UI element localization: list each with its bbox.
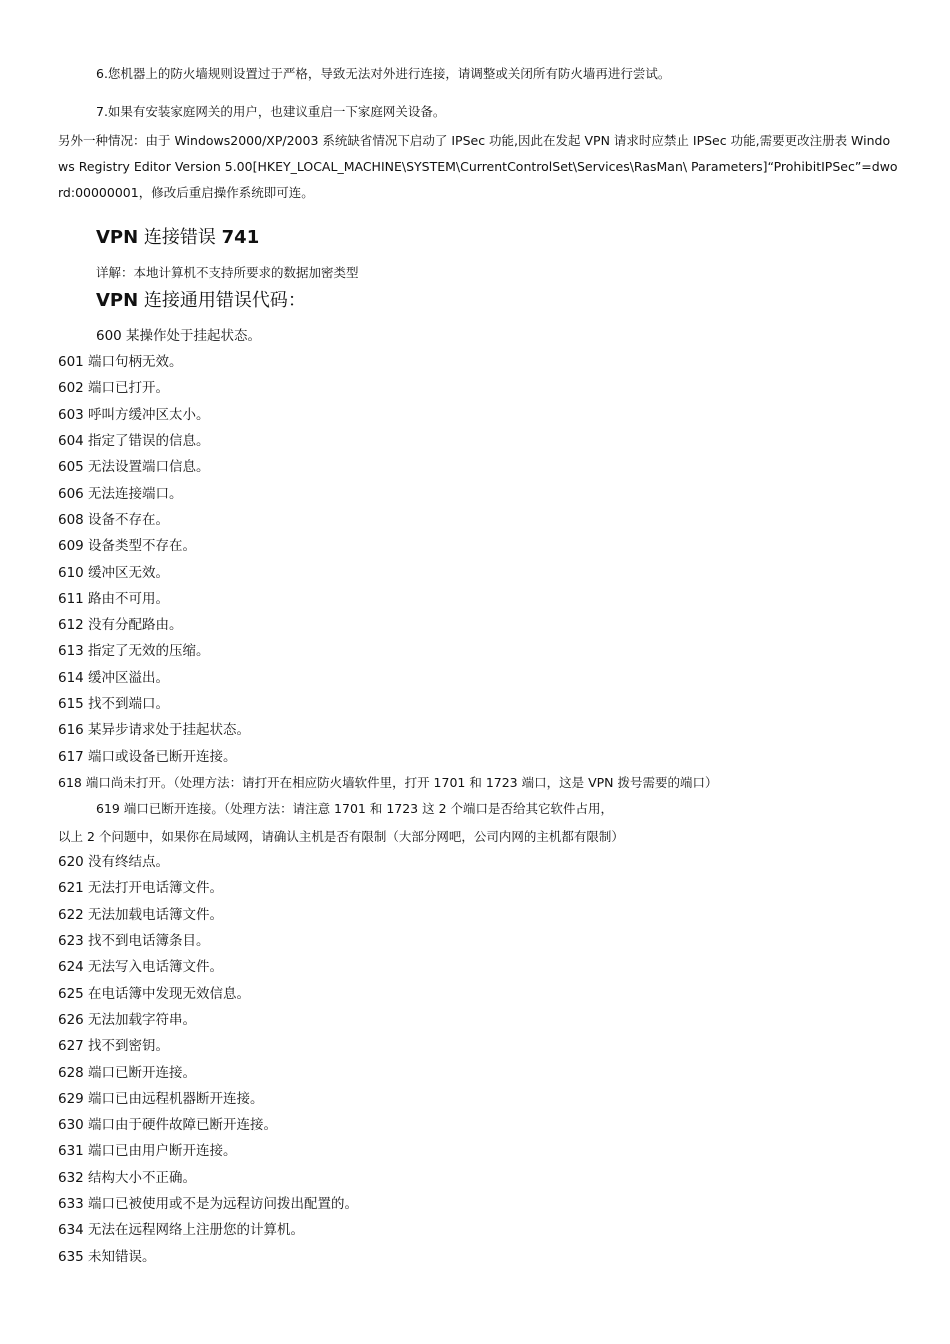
code-line-626: 626 无法加载字符串。 <box>58 1012 197 1028</box>
code-line-629: 629 端口已由远程机器断开连接。 <box>58 1091 264 1107</box>
code-line-606: 606 无法连接端口。 <box>58 486 183 502</box>
code-line-634: 634 无法在远程网络上注册您的计算机。 <box>58 1222 305 1238</box>
code-line-627: 627 找不到密钥。 <box>58 1038 170 1054</box>
code-line-630: 630 端口由于硬件故障已断开连接。 <box>58 1117 278 1133</box>
code-line-611: 611 路由不可用。 <box>58 591 170 607</box>
code-line-615: 615 找不到端口。 <box>58 696 170 712</box>
tip-item-6: 6.您机器上的防火墙规则设置过于严格，导致无法对外进行连接，请调整或关闭所有防火墙再进行尝试。 <box>96 66 671 81</box>
code-line-601: 601 端口句柄无效。 <box>58 354 183 370</box>
code-line-608: 608 设备不存在。 <box>58 512 170 528</box>
code-line-633: 633 端口已被使用或不是为远程访问拨出配置的。 <box>58 1196 359 1212</box>
code-line-620: 620 没有终结点。 <box>58 854 170 870</box>
code-line-602: 602 端口已打开。 <box>58 380 170 396</box>
code-line-617: 617 端口或设备已断开连接。 <box>58 749 237 765</box>
error-741-heading <box>96 226 259 250</box>
code-line-609: 609 设备类型不存在。 <box>58 538 197 554</box>
code-line-631: 631 端口已由用户断开连接。 <box>58 1143 237 1159</box>
code-line-625: 625 在电话簿中发现无效信息。 <box>58 986 251 1002</box>
error-741-code: 741 <box>221 227 260 248</box>
code-line-635: 635 未知错误。 <box>58 1249 156 1265</box>
code-line-613: 613 指定了无效的压缩。 <box>58 643 210 659</box>
code-line-616: 616 某异步请求处于挂起状态。 <box>58 722 251 738</box>
code-line-622: 622 无法加载电话簿文件。 <box>58 907 224 923</box>
code-line-628: 628 端口已断开连接。 <box>58 1065 197 1081</box>
code-line-604: 604 指定了错误的信息。 <box>58 433 210 449</box>
error-741-detail: 详解：本地计算机不支持所要求的数据加密类型 <box>96 265 359 280</box>
code-line-614: 614 缓冲区溢出。 <box>58 670 170 686</box>
ipsec-paragraph: 另外一种情况：由于 Windows2000/XP/2003 系统缺省情况下启动了 IPSec 功能,因此在发起 VPN 请求时应禁止 IPSec 功能,需要更改注册表 Windows Registry Editor Version 5.00[HKEY_LOCAL_MACHINE\SYSTEM\CurrentControlSet\Services\RasMan\ Parameters]“ProhibitIPSec”=dword:00000001，修改后重启操作系统即可连。 <box>58 133 898 200</box>
general-title-vpn: VPN <box>96 290 139 311</box>
code-line-632: 632 结构大小不正确。 <box>58 1170 197 1186</box>
error-741-title-vpn: VPN <box>96 227 139 248</box>
code-line-612: 612 没有分配路由。 <box>58 617 183 633</box>
code-line-618: 618 端口尚未打开。（处理方法：请打开在相应防火墙软件里，打开 1701 和 1723 端口，这是 VPN 拨号需要的端口） <box>58 775 718 790</box>
general-codes-heading <box>96 289 306 313</box>
code-line-624: 624 无法写入电话簿文件。 <box>58 959 224 975</box>
code-619-note: 以上 2 个问题中，如果你在局域网，请确认主机是否有限制（大部分网吧，公司内网的主机都有限制） <box>58 829 624 844</box>
error-741-title-text: 连接错误 <box>138 227 222 248</box>
code-line-603: 603 呼叫方缓冲区太小。 <box>58 407 210 423</box>
code-line-610: 610 缓冲区无效。 <box>58 565 170 581</box>
code-line-623: 623 找不到电话簿条目。 <box>58 933 210 949</box>
tip-item-7: 7.如果有安装家庭网关的用户，也建议重启一下家庭网关设备。 <box>96 104 446 119</box>
code-line-605: 605 无法设置端口信息。 <box>58 459 210 475</box>
general-title-text: 连接通用错误代码： <box>138 290 306 311</box>
code-line-600: 600 某操作处于挂起状态。 <box>96 328 262 344</box>
code-line-619: 619 端口已断开连接。（处理方法：请注意 1701 和 1723 这 2 个端口是否给其它软件占用， <box>96 801 613 816</box>
code-line-621: 621 无法打开电话簿文件。 <box>58 880 224 896</box>
